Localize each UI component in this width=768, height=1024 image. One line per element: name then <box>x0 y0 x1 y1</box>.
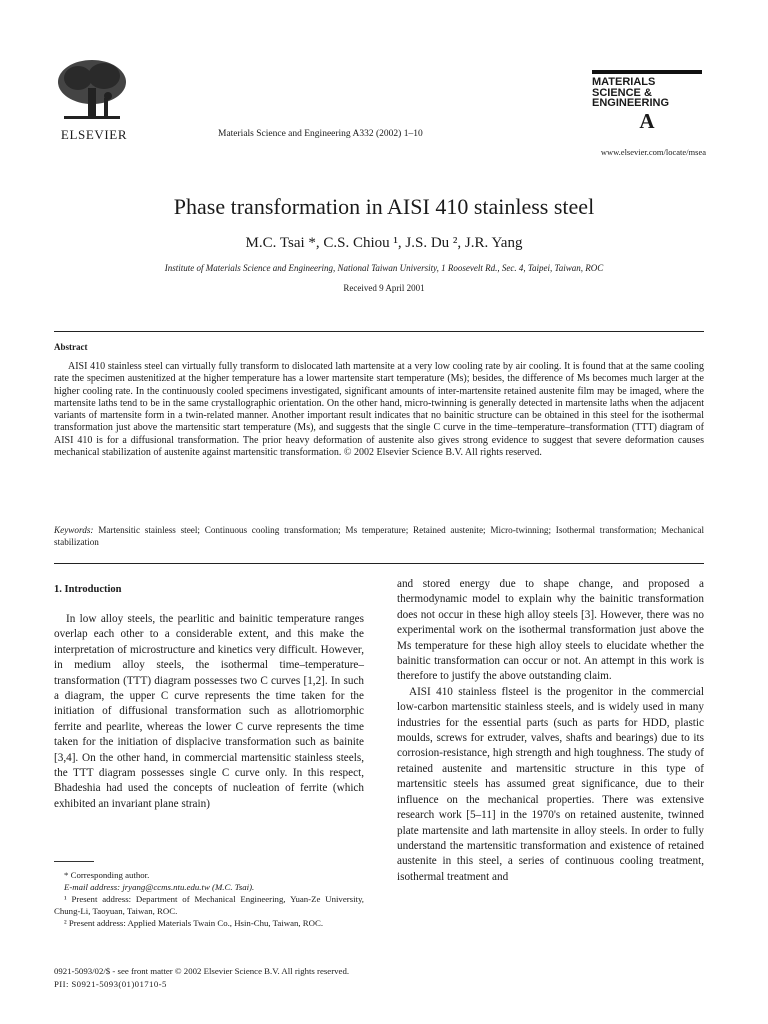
author-affiliation: Institute of Materials Science and Engineering, National Taiwan University, 1 Roosevelt Rd., Sec. 4, Taipei, Taiwan, ROC <box>164 263 604 273</box>
logo-line-4: A <box>639 108 655 133</box>
keywords-list: Martensitic stainless steel; Continuous cooling transformation; Ms temperature; Retained austenite; Micro-twinning; Isothermal transformation; Mechanical stabilization <box>54 525 704 547</box>
abstract-text: AISI 410 stainless steel can virtually fully transform to dislocated lath martensite at a very low cooling rate by air cooling. It is found that at the same cooling rate the specimen austenitized at the higher temperature has a lower martensite start temperature (Ms); besides, the difference of Ms becomes much larger at the higher cooling rate. In the continuously cooled specimens investigated, significant amounts of inter-martensite retained austenite film may be imaged, where the martensite laths tend to be in the same crystallographic orientation. On the other hand, micro-twinning is generally detected in martensite laths when the adjacent variants of martensite form in a twin-related manner. Another important result indicates that no bainitic structure can be obtained in this steel for the isothermal transformation just above the martensitic start temperature (Ms), and suggests that the single C curve in the time–temperature–transformation (TTT) diagram of AISI 410 is for a diffusional transformation. The prior heavy deformation of austenite also gives strong evidence to suggest that severe deformation causes mechanical stabilization of austenite against martensitic transformation. © 2002 Elsevier Science B.V. All rights reserved. <box>54 361 704 459</box>
column-2-paragraph-2: AISI 410 stainless flsteel is the progenitor in the commercial low-carbon martensitic stainless steels, and is widely used in many industries for the essential parts (such as parts for HDD, plastic moulds, screws for extruder, valves, shafts and bearings) due to its corrosion-resistance, high strength and high toughness. The study of retained austenite and martensitic structure in this type of martensitic steels has assumed great significance, due to their influence on the mechanical properties. There was extensive research work [5–11] in the 1970's on retained austenite, twinned plate martensite and lath martensite in alloy steels. In order to fully understand the martensitic transformation and existence of retained austenite in this steel, a series of continuous cooling treatment, isothermal treatment and <box>397 685 704 883</box>
top-divider <box>54 331 704 332</box>
pii-line: PII: S0921-5093(01)01710-5 <box>54 978 167 989</box>
elsevier-tree-logo <box>54 58 130 126</box>
column-2-paragraph-1: and stored energy due to shape change, and proposed a thermodynamic model to explain why the bainitic transformation does not occur in these high alloy steels [3]. However, there was no experimental work on the isothermal transformation just above the Ms temperature for these high alloy steels to elucidate whether the bainitic transformation can occur or not. An attempt in this work is therefore to justify the above outstanding claim. <box>397 578 704 683</box>
logo-line-1: MATERIALS <box>592 70 702 88</box>
footnote-1: ¹ Present address: Department of Mechanical Engineering, Yuan-Ze University, Chung-Li, Taoyuan, Taiwan, ROC. <box>54 894 364 916</box>
footnote-2: ² Present address: Applied Materials Twain Co., Hsin-Chu, Taiwan, ROC. <box>64 918 324 928</box>
logo-line-3: ENGINEERING <box>592 97 670 109</box>
bottom-divider <box>54 563 704 564</box>
journal-reference: Materials Science and Engineering A332 (2002) 1–10 <box>218 129 423 139</box>
publication-info <box>54 965 454 990</box>
column-2 <box>397 577 704 885</box>
keywords-label: Keywords: <box>54 525 94 535</box>
abstract-heading: Abstract <box>54 342 88 352</box>
keywords <box>54 524 704 548</box>
article-title: Phase transformation in AISI 410 stainless steel <box>173 194 595 219</box>
journal-website-link[interactable]: www.elsevier.com/locate/msea <box>600 147 706 157</box>
issn-line: 0921-5093/02/$ - see front matter © 2002 Elsevier Science B.V. All rights reserved. <box>54 966 350 976</box>
column-1-text: In low alloy steels, the pearlitic and bainitic temperature ranges overlap each other to a considerable extent, and this make the interpretation of microstructure and kinetics very difficult. However, in medium alloy steels, the isothermal time–temperature–transformation (TTT) diagram possesses two C curves [1,2]. In such a diagram, the upper C curve represents the time taken for the initiation of diffusional transformation such as allotriomorphic ferrite and pearlite, whereas the lower C curve represents the time taken for the initiation of displacive transformation such as bainite [3,4]. On the other hand, in commercial martensitic stainless steels, the TTT diagram possesses single C curve only. In this respect, Bhadeshia had used the concepts of nucleation of ferrite (which exhibited an invariant plane strain) <box>54 613 364 810</box>
publisher-name: ELSEVIER <box>60 127 128 142</box>
logo-line-2: SCIENCE & <box>592 86 652 99</box>
footnote-corresponding: * Corresponding author. <box>64 870 150 880</box>
article-authors: M.C. Tsai *, C.S. Chiou ¹, J.S. Du ², J.R. Yang <box>245 235 523 251</box>
footnote-email: E-mail address: jryang@ccms.ntu.edu.tw (M.C. Tsai). <box>64 882 255 892</box>
section-heading: 1. Introduction <box>54 584 122 595</box>
received-date: Received 9 April 2001 <box>343 283 425 293</box>
footnotes <box>54 869 364 929</box>
footnote-divider <box>54 861 94 862</box>
journal-logo <box>592 70 702 132</box>
